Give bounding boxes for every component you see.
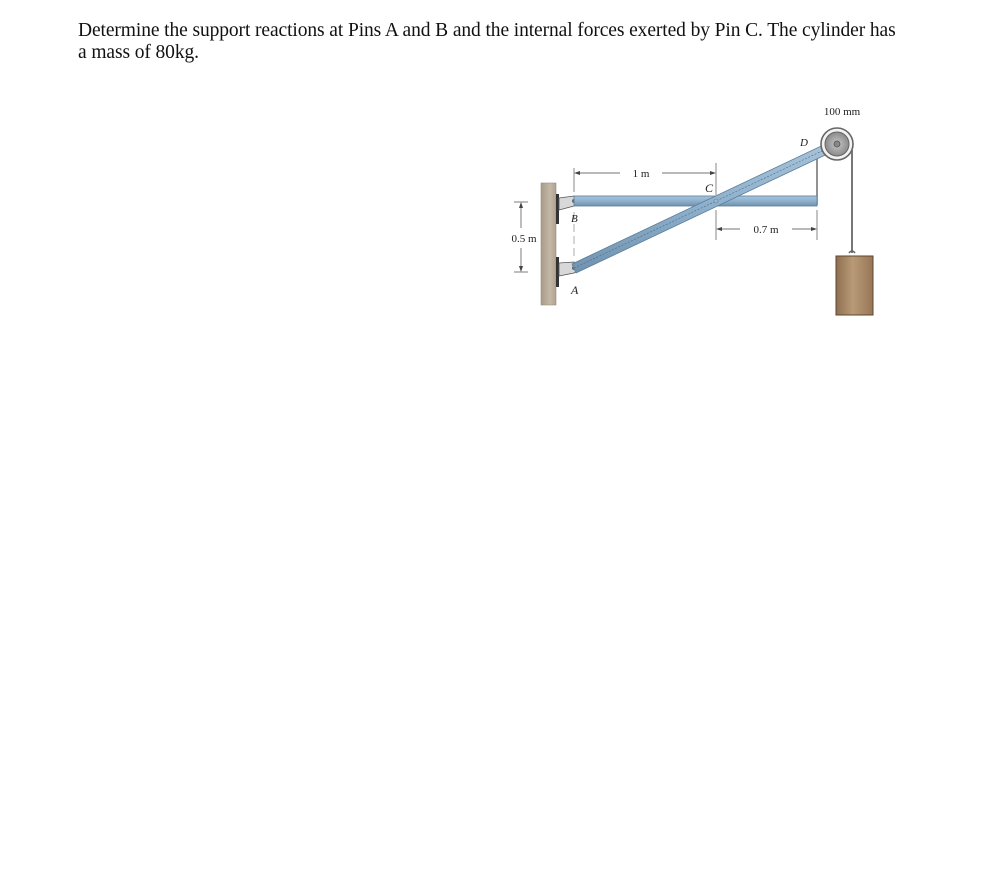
member-horizontal xyxy=(574,196,817,206)
rope xyxy=(817,150,852,253)
label-0.5m: 0.5 m xyxy=(511,233,537,245)
pulley-d xyxy=(821,128,853,160)
dimension-1m xyxy=(574,163,716,195)
label-b: B xyxy=(571,213,578,225)
pin-c xyxy=(714,199,718,203)
problem-statement: Determine the support reactions at Pins A and B and the internal forces exerted by Pin C. The cylinder has a mass of 80kg. xyxy=(78,20,896,63)
label-0.7m: 0.7 m xyxy=(753,224,779,236)
label-1m: 1 m xyxy=(632,168,650,180)
label-100mm: 100 mm xyxy=(823,106,861,118)
cylinder xyxy=(836,251,873,315)
dimension-0.7m xyxy=(716,210,817,240)
label-d: D xyxy=(800,137,808,149)
dimension-0.5m xyxy=(511,202,537,272)
label-a: A xyxy=(571,283,579,297)
wall xyxy=(541,183,556,305)
label-c: C xyxy=(705,181,714,195)
